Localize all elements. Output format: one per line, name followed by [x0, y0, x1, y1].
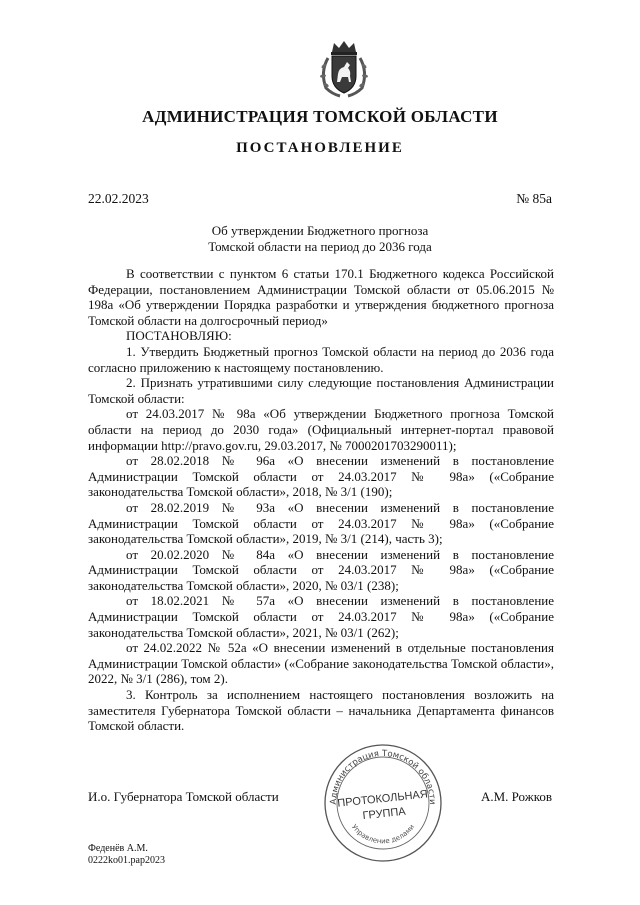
signer-name: А.М. Рожков — [480, 789, 552, 804]
item-2-paragraph: 2. Признать утратившими силу следующие постановления Администрации Томской области: — [88, 375, 554, 406]
subject-line: Об утверждении Бюджетного прогноза — [211, 223, 429, 238]
document-date: 22.02.2023 — [88, 191, 149, 206]
repealed-act-item: от 24.03.2017 № 98а «Об утверждении Бюджетного прогноза Томской области на период до 2030 года» (Официальный интернет-портал правовой информации http://pravo.gov.ru, 29.03.2017, № 7000201703290011); — [88, 406, 554, 453]
stamp-ring-text: Администрация Томской области — [328, 748, 438, 805]
coat-of-arms-icon — [318, 40, 370, 98]
stamp-line-1: ПРОТОКОЛЬНАЯ — [336, 788, 429, 810]
stamp-line-2: ГРУППА — [362, 805, 407, 823]
preamble-paragraph: В соответствии с пунктом 6 статьи 170.1 Бюджетного кодекса Российской Федерации, постановлением Администрации Томской области от 05.06.2015 № 198а «Об утверждении Порядка разработки и утверждения бюджетного прогноза Томской области на долгосрочный период» — [88, 266, 554, 328]
document-body — [88, 266, 554, 734]
document-type: ПОСТАНОВЛЕНИЕ — [236, 140, 404, 156]
protocol-group-stamp — [322, 742, 444, 864]
repealed-act-item: от 28.02.2018 № 96а «О внесении изменений в постановление Администрации Томской области от 24.03.2017 № 98а» («Собрание законодательства Томской области», 2018, № 3/1 (190); — [88, 453, 554, 500]
repealed-act-item: от 28.02.2019 № 93а «О внесении изменений в постановление Администрации Томской области от 24.03.2017 № 98а» («Собрание законодательства Томской области», 2019, № 3/1 (214), часть 3); — [88, 499, 554, 547]
repealed-act-item: от 20.02.2020 № 84а «О внесении изменений в постановление Администрации Томской области от 24.03.2017 № 98а» («Собрание законодательства Томской области», 2020, № 03/1 (238); — [88, 546, 554, 593]
crown-icon — [332, 41, 356, 52]
repealed-act-item: от 24.02.2022 № 52а «О внесении изменений в отдельные постановления Администрации Томской области» («Собрание законодательства Томской области», 2022, № 3/1 (286), том 2). — [88, 640, 554, 687]
signer-position: И.о. Губернатора Томской области — [88, 789, 279, 804]
document-footer — [88, 843, 165, 867]
executor-name: Феденёв А.М. — [88, 843, 148, 854]
document-number: № 85а — [516, 191, 552, 206]
document-subject — [0, 223, 640, 255]
repealed-act-item: от 18.02.2021 № 57а «О внесении изменений в постановление Администрации Томской области от 24.03.2017 № 98а» («Собрание законодательства Томской области», 2021, № 03/1 (262); — [88, 593, 554, 640]
subject-line: Томской области на период до 2036 года — [208, 239, 432, 254]
file-code: 0222ko01.pap2023 — [88, 855, 165, 866]
item-1-paragraph: 1. Утвердить Бюджетный прогноз Томской области на период до 2036 года согласно приложению к настоящему постановлению. — [88, 343, 554, 375]
org-title: АДМИНИСТРАЦИЯ ТОМСКОЙ ОБЛАСТИ — [142, 107, 498, 126]
stamp-bottom-text: Управление делами — [349, 822, 417, 846]
item-3-paragraph: 3. Контроль за исполнением настоящего постановления возложить на заместителя Губернатора Томской области – начальника Департамента финансов Томской области. — [88, 687, 554, 734]
svg-text:Управление делами — [350, 823, 416, 845]
resolve-heading: ПОСТАНОВЛЯЮ: — [126, 328, 232, 344]
